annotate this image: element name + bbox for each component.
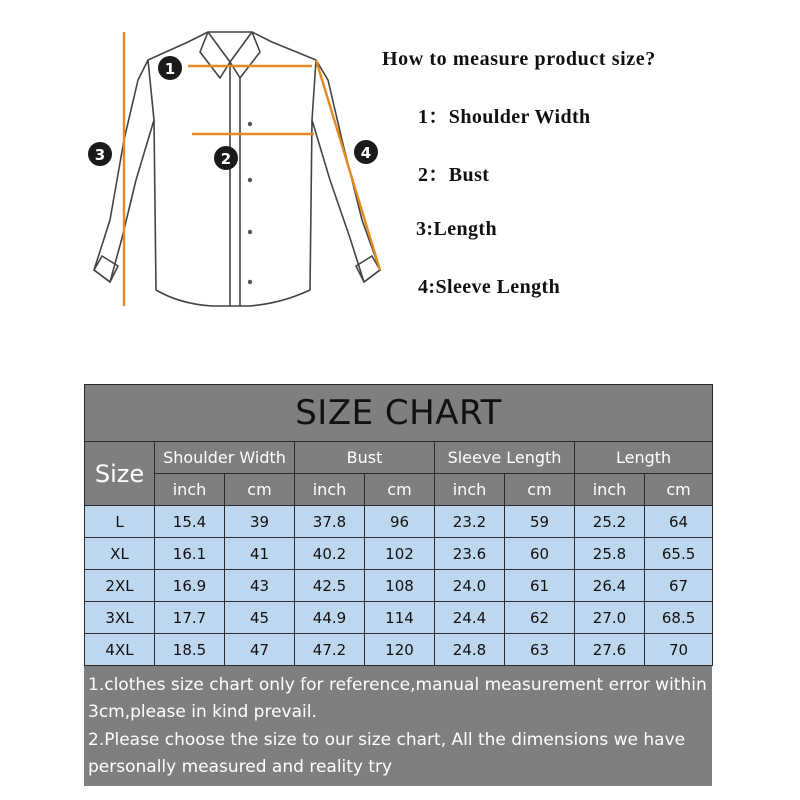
- value-cell: 27.6: [575, 634, 645, 666]
- value-cell: 16.1: [155, 538, 225, 570]
- size-cell: 2XL: [85, 570, 155, 602]
- value-cell: 62: [505, 602, 575, 634]
- value-cell: 60: [505, 538, 575, 570]
- value-cell: 68.5: [645, 602, 713, 634]
- value-cell: 25.2: [575, 506, 645, 538]
- size-table: [84, 384, 713, 666]
- value-cell: 42.5: [295, 570, 365, 602]
- value-cell: 108: [365, 570, 435, 602]
- value-cell: 96: [365, 506, 435, 538]
- unit-header: inch: [295, 474, 365, 506]
- value-cell: 41: [225, 538, 295, 570]
- value-cell: 45: [225, 602, 295, 634]
- value-cell: 37.8: [295, 506, 365, 538]
- group-header-shoulder-width: Shoulder Width: [155, 442, 295, 474]
- value-cell: 59: [505, 506, 575, 538]
- value-cell: 16.9: [155, 570, 225, 602]
- value-cell: 25.8: [575, 538, 645, 570]
- chart-title: SIZE CHART: [85, 385, 713, 442]
- value-cell: 23.2: [435, 506, 505, 538]
- value-cell: 15.4: [155, 506, 225, 538]
- value-cell: 114: [365, 602, 435, 634]
- table-row: [85, 634, 713, 666]
- size-cell: XL: [85, 538, 155, 570]
- marker-4: 4: [360, 144, 372, 162]
- value-cell: 70: [645, 634, 713, 666]
- group-header-sleeve-length: Sleeve Length: [435, 442, 575, 474]
- value-cell: 18.5: [155, 634, 225, 666]
- size-column-header: Size: [85, 442, 155, 506]
- shirt-diagram: [80, 20, 400, 320]
- value-cell: 17.7: [155, 602, 225, 634]
- value-cell: 47.2: [295, 634, 365, 666]
- table-row: [85, 570, 713, 602]
- group-header-bust: Bust: [295, 442, 435, 474]
- size-chart: [84, 384, 712, 786]
- unit-header: inch: [155, 474, 225, 506]
- guide-item-bust: 2：Bust: [418, 164, 490, 186]
- note-1: 1.clothes size chart only for reference,manual measurement error within 3cm,please in kind prevail.: [88, 675, 707, 722]
- unit-header: cm: [645, 474, 713, 506]
- value-cell: 27.0: [575, 602, 645, 634]
- value-cell: 120: [365, 634, 435, 666]
- marker-1: 1: [164, 60, 176, 78]
- size-cell: L: [85, 506, 155, 538]
- value-cell: 43: [225, 570, 295, 602]
- value-cell: 102: [365, 538, 435, 570]
- marker-3: 3: [94, 146, 106, 164]
- value-cell: 24.8: [435, 634, 505, 666]
- table-row: [85, 602, 713, 634]
- value-cell: 47: [225, 634, 295, 666]
- unit-header: inch: [435, 474, 505, 506]
- size-cell: 4XL: [85, 634, 155, 666]
- guide-item-sleeve-length: 4:Sleeve Length: [418, 276, 561, 298]
- note-2: 2.Please choose the size to our size chart, All the dimensions we have personally measured and reality try: [88, 730, 686, 777]
- value-cell: 64: [645, 506, 713, 538]
- unit-header: cm: [225, 474, 295, 506]
- unit-header: cm: [365, 474, 435, 506]
- size-cell: 3XL: [85, 602, 155, 634]
- unit-header: inch: [575, 474, 645, 506]
- guide-item-shoulder-width: 1：Shoulder Width: [418, 106, 591, 128]
- value-cell: 67: [645, 570, 713, 602]
- unit-header: cm: [505, 474, 575, 506]
- value-cell: 40.2: [295, 538, 365, 570]
- value-cell: 61: [505, 570, 575, 602]
- guide-title: How to measure product size?: [382, 48, 656, 70]
- measurement-guide-section: [0, 0, 800, 360]
- value-cell: 39: [225, 506, 295, 538]
- guide-item-length: 3:Length: [416, 218, 497, 240]
- table-row: [85, 506, 713, 538]
- size-chart-notes: [88, 672, 708, 782]
- value-cell: 65.5: [645, 538, 713, 570]
- group-header-length: Length: [575, 442, 713, 474]
- table-row: [85, 538, 713, 570]
- value-cell: 23.6: [435, 538, 505, 570]
- marker-2: 2: [220, 150, 232, 168]
- marker-group: [88, 56, 378, 170]
- value-cell: 44.9: [295, 602, 365, 634]
- value-cell: 26.4: [575, 570, 645, 602]
- value-cell: 24.4: [435, 602, 505, 634]
- value-cell: 24.0: [435, 570, 505, 602]
- value-cell: 63: [505, 634, 575, 666]
